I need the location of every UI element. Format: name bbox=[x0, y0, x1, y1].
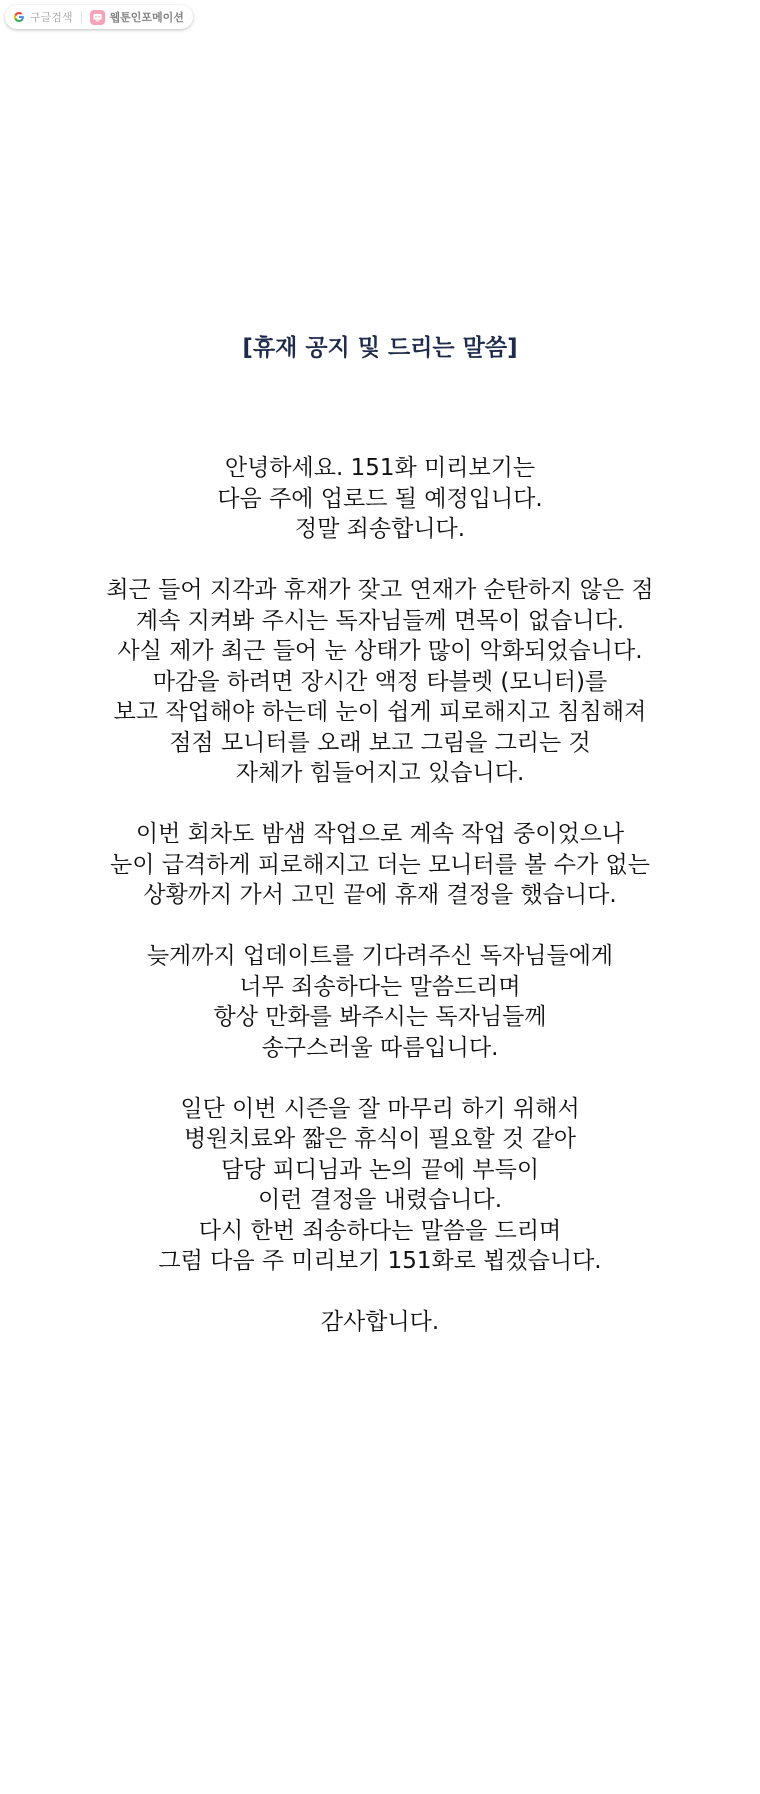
notice-paragraph bbox=[0, 941, 760, 1063]
notice-line: 다음 주에 업로드 될 예정입니다. bbox=[217, 485, 543, 512]
notice-line: 병원치료와 짧은 휴식이 필요할 것 같아 bbox=[183, 1126, 577, 1152]
notice-line: 눈이 급격하게 피로해지고 더는 모니터를 볼 수가 없는 bbox=[110, 851, 650, 878]
google-search-label: 구글검색 bbox=[30, 10, 73, 24]
notice-line: 송구스러울 따름입니다. bbox=[261, 1034, 499, 1061]
notice-line: 담당 피디님과 논의 끝에 부득이 bbox=[220, 1156, 540, 1183]
notice-line: 다시 한번 죄송하다는 말씀을 드리며 bbox=[198, 1217, 562, 1244]
notice-line: 일단 이번 시즌을 잘 마무리 하기 위해서 bbox=[180, 1095, 580, 1122]
notice-line: 감사합니다. bbox=[320, 1309, 440, 1335]
notice-line: 마감을 하려면 장시간 액정 타블렛 (모니터)를 bbox=[152, 668, 608, 695]
webtoon-info-label: 웹툰인포메이션 bbox=[109, 10, 184, 24]
notice-paragraph bbox=[0, 453, 760, 545]
notice-line: 정말 죄송합니다. bbox=[294, 516, 466, 542]
notice-line: 최근 들어 지각과 휴재가 잦고 연재가 순탄하지 않은 점 bbox=[106, 577, 654, 603]
badge-divider bbox=[81, 11, 82, 23]
notice-paragraph bbox=[0, 1307, 760, 1338]
notice-line: 사실 제가 최근 들어 눈 상태가 많이 악화되었습니다. bbox=[117, 638, 643, 664]
google-g-icon bbox=[13, 11, 25, 23]
notice-line: 항상 만화를 봐주시는 독자님들께 bbox=[213, 1004, 547, 1030]
notice-line: 자체가 힘들어지고 있습니다. bbox=[235, 760, 525, 786]
notice-line: 안녕하세요. 151화 미리보기는 bbox=[224, 455, 536, 481]
notice-line: 보고 작업해야 하는데 눈이 쉽게 피로해지고 침침해져 bbox=[113, 699, 647, 725]
notice-paragraph bbox=[0, 819, 760, 911]
source-badge[interactable] bbox=[5, 5, 193, 29]
notice-line: 그럼 다음 주 미리보기 151화로 뵙겠습니다. bbox=[158, 1248, 602, 1274]
notice-paragraph bbox=[0, 1094, 760, 1277]
notice-title: [휴재 공지 및 드리는 말씀] bbox=[242, 335, 518, 361]
notice-line: 이런 결정을 내렸습니다. bbox=[257, 1187, 503, 1213]
notice-line: 이번 회차도 밤샘 작업으로 계속 작업 중이었으나 bbox=[135, 821, 625, 847]
notice-line: 점점 모니터를 오래 보고 그림을 그리는 것 bbox=[169, 729, 591, 756]
notice-line: 늦게까지 업데이트를 기다려주신 독자님들에게 bbox=[146, 943, 614, 969]
webtoon-app-icon bbox=[90, 10, 105, 25]
notice-line: 상황까지 가서 고민 끝에 휴재 결정을 했습니다. bbox=[143, 882, 617, 908]
notice-line: 계속 지켜봐 주시는 독자님들께 면목이 없습니다. bbox=[135, 607, 625, 634]
notice-line: 너무 죄송하다는 말씀드리며 bbox=[239, 973, 521, 1000]
notice-body bbox=[0, 453, 760, 1338]
notice-paragraph bbox=[0, 575, 760, 789]
